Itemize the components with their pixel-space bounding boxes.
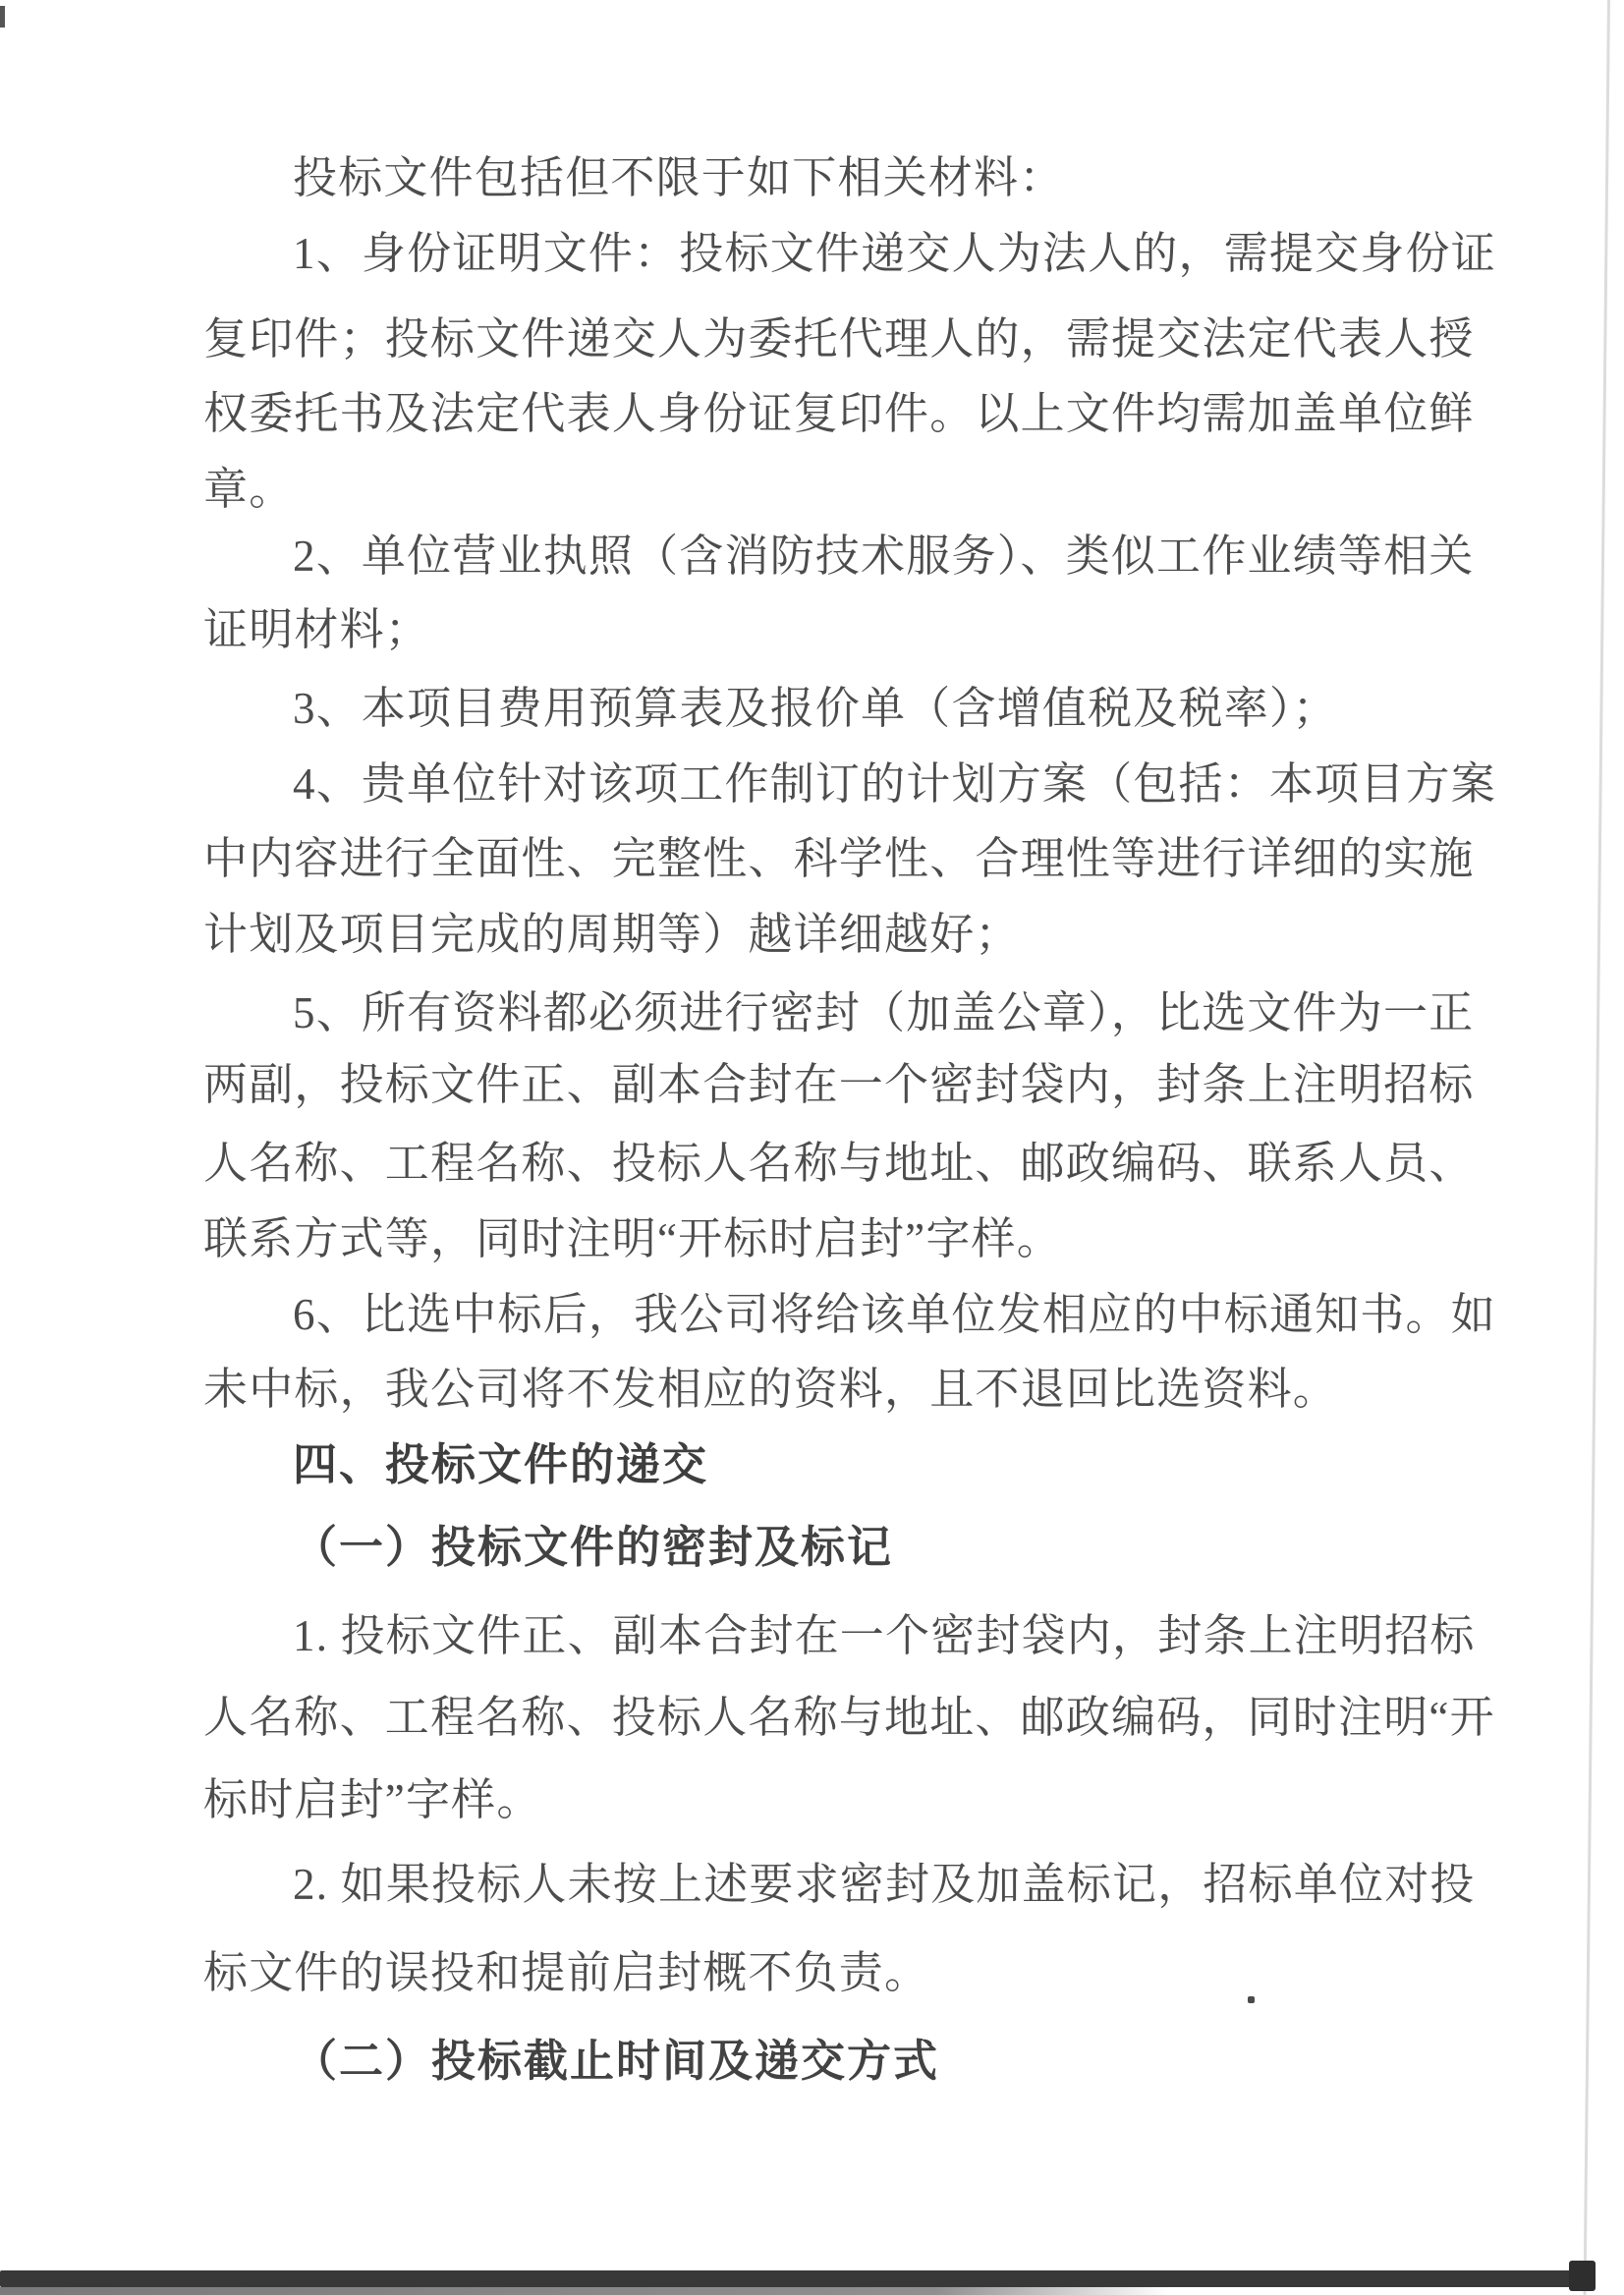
scan-bottom-band (0, 2270, 1594, 2287)
text-line: 联系方式等，同时注明“开标时启封”字样。 (203, 1214, 1062, 1263)
text-line: 标时启封”字样。 (203, 1775, 542, 1824)
heading-line: （二）投标截止时间及递交方式 (293, 2037, 940, 2086)
text-line: 1、身份证明文件：投标文件递交人为法人的，需提交身份证 (293, 229, 1496, 278)
text-line: 投标文件包括但不限于如下相关材料： (293, 153, 1065, 202)
heading-line: 四、投标文件的递交 (293, 1439, 709, 1489)
text-line: 标文件的误投和提前启封概不负责。 (203, 1948, 930, 1997)
text-line: 未中标，我公司将不发相应的资料，且不退回比选资料。 (203, 1365, 1339, 1414)
corner-mark (0, 6, 5, 28)
text-line: 2. 如果投标人未按上述要求密封及加盖标记，招标单位对投 (293, 1860, 1476, 1909)
heading-line: （一）投标文件的密封及标记 (293, 1523, 894, 1572)
text-line: 人名称、工程名称、投标人名称与地址、邮政编码，同时注明“开 (203, 1693, 1495, 1742)
scan-bottom-nub (1569, 2261, 1596, 2291)
text-line: 1. 投标文件正、副本合封在一个密封袋内，封条上注明招标 (293, 1611, 1476, 1660)
text-line: 证明材料； (203, 605, 431, 654)
text-line: 权委托书及法定代表人身份证复印件。以上文件均需加盖单位鲜 (203, 389, 1475, 438)
text-line: 4、贵单位针对该项工作制订的计划方案（包括：本项目方案 (293, 759, 1496, 809)
text-line: 6、比选中标后，我公司将给该单位发相应的中标通知书。如 (293, 1290, 1496, 1339)
text-line: 中内容进行全面性、完整性、科学性、合理性等进行详细的实施 (203, 834, 1475, 883)
text-line: 人名称、工程名称、投标人名称与地址、邮政编码、联系人员、 (203, 1139, 1475, 1188)
text-line: 计划及项目完成的周期等）越详细越好； (203, 910, 1021, 959)
text-line: 复印件；投标文件递交人为委托代理人的，需提交法定代表人授 (203, 314, 1475, 364)
text-line: 章。 (203, 465, 295, 514)
scan-bottom-shadow (0, 2287, 1169, 2295)
text-line: 5、所有资料都必须进行密封（加盖公章），比选文件为一正 (293, 988, 1475, 1037)
text-line: 3、本项目费用预算表及报价单（含增值税及税率）； (293, 684, 1338, 733)
ink-speck (1248, 1996, 1255, 2003)
text-line: 2、单位营业执照（含消防技术服务）、类似工作业绩等相关 (293, 532, 1475, 581)
text-line: 两副，投标文件正、副本合封在一个密封袋内，封条上注明招标 (203, 1060, 1475, 1109)
